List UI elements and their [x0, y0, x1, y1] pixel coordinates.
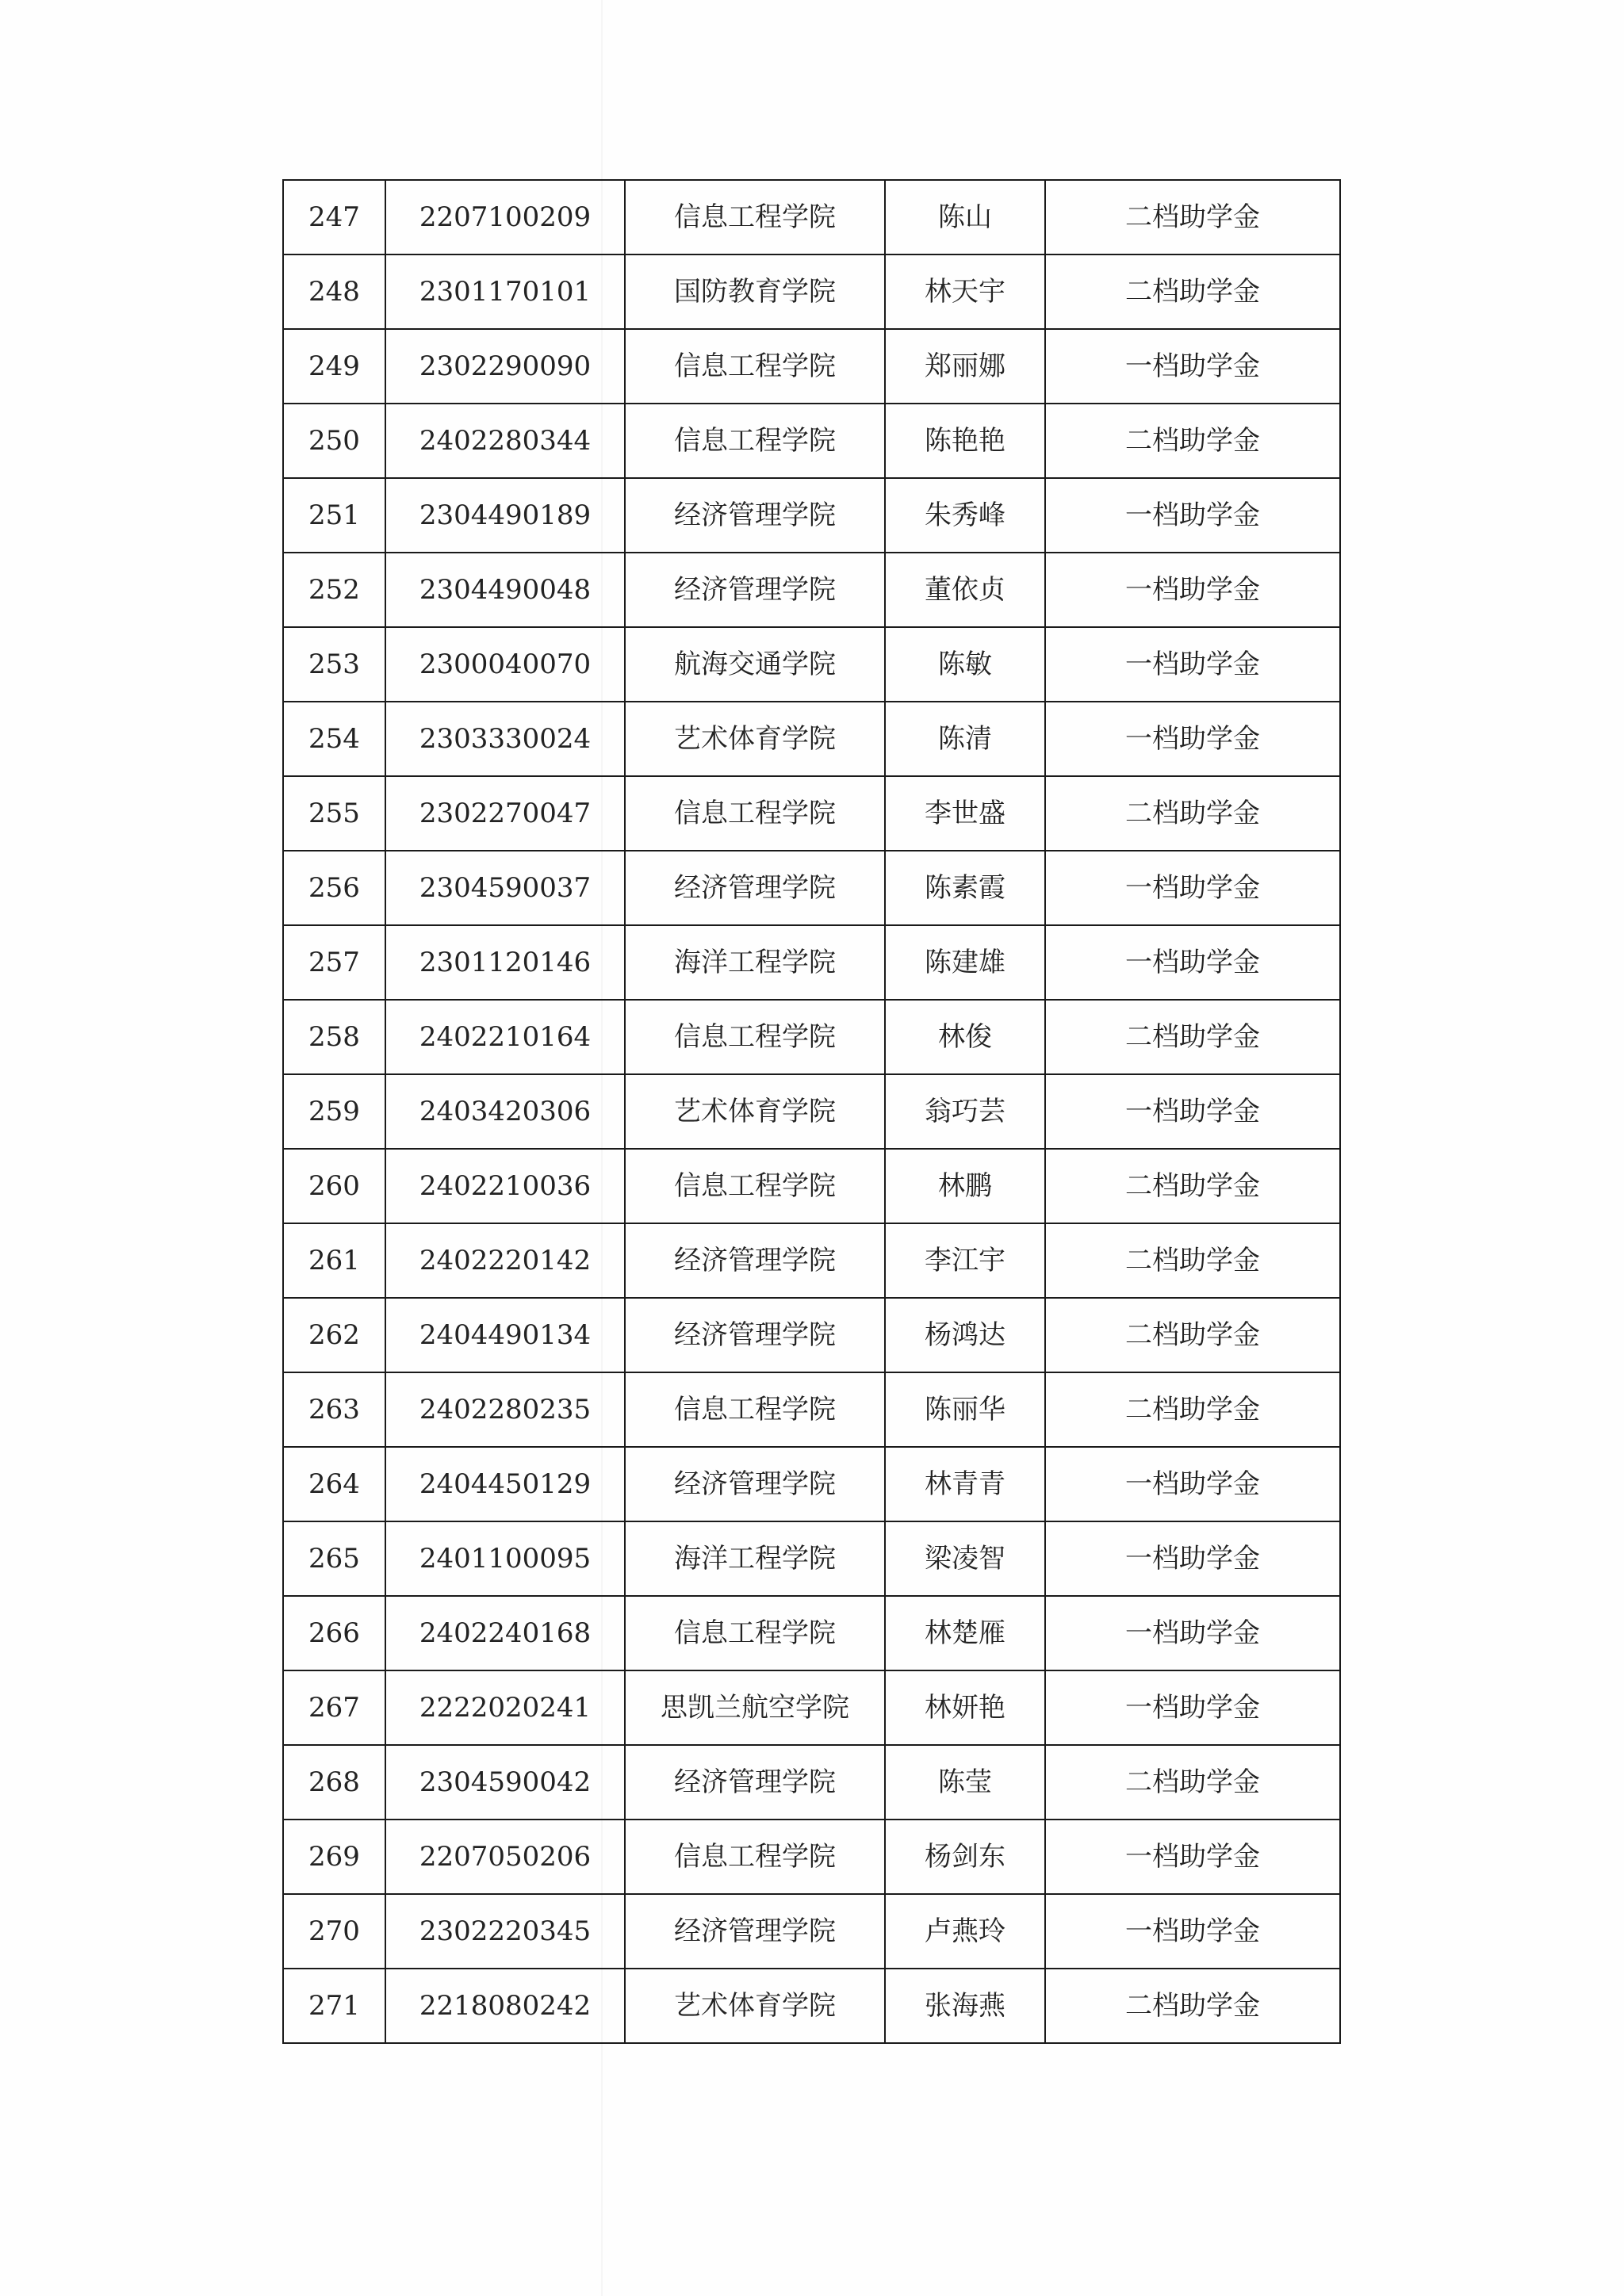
college-cell: 思凯兰航空学院 [625, 1670, 885, 1745]
student-name-cell: 张海燕 [885, 1969, 1045, 2043]
student-name-cell: 陈清 [885, 702, 1045, 776]
student-id-cell: 2301120146 [385, 925, 625, 1000]
student-id-cell: 2404490134 [385, 1298, 625, 1372]
student-name-cell: 林青青 [885, 1447, 1045, 1521]
student-id-cell: 2302220345 [385, 1894, 625, 1969]
college-cell: 经济管理学院 [625, 1447, 885, 1521]
college-cell: 信息工程学院 [625, 329, 885, 404]
student-name-cell: 杨鸿达 [885, 1298, 1045, 1372]
student-id-cell: 2402210164 [385, 1000, 625, 1074]
table-row [283, 1149, 1340, 1223]
student-id-cell: 2401100095 [385, 1521, 625, 1596]
row-index-cell: 257 [283, 925, 385, 1000]
grant-grade-cell: 一档助学金 [1045, 1596, 1340, 1670]
grant-grade-cell: 二档助学金 [1045, 1000, 1340, 1074]
table-row [283, 1745, 1340, 1820]
college-cell: 信息工程学院 [625, 1372, 885, 1447]
college-cell: 经济管理学院 [625, 851, 885, 925]
college-cell: 艺术体育学院 [625, 1969, 885, 2043]
row-index-cell: 248 [283, 254, 385, 329]
grant-grade-cell: 一档助学金 [1045, 627, 1340, 702]
college-cell: 经济管理学院 [625, 478, 885, 553]
row-index-cell: 252 [283, 553, 385, 627]
row-index-cell: 268 [283, 1745, 385, 1820]
student-name-cell: 陈素霞 [885, 851, 1045, 925]
grant-grade-cell: 一档助学金 [1045, 1447, 1340, 1521]
grant-grade-cell: 二档助学金 [1045, 254, 1340, 329]
row-index-cell: 258 [283, 1000, 385, 1074]
student-name-cell: 陈艳艳 [885, 404, 1045, 478]
college-cell: 信息工程学院 [625, 1000, 885, 1074]
table-row [283, 478, 1340, 553]
college-cell: 经济管理学院 [625, 1223, 885, 1298]
student-id-cell: 2402240168 [385, 1596, 625, 1670]
student-name-cell: 林妍艳 [885, 1670, 1045, 1745]
row-index-cell: 262 [283, 1298, 385, 1372]
student-name-cell: 郑丽娜 [885, 329, 1045, 404]
grant-grade-cell: 一档助学金 [1045, 478, 1340, 553]
student-id-cell: 2403420306 [385, 1074, 625, 1149]
table-row [283, 180, 1340, 254]
row-index-cell: 267 [283, 1670, 385, 1745]
row-index-cell: 266 [283, 1596, 385, 1670]
table-row [283, 1894, 1340, 1969]
student-id-cell: 2304590042 [385, 1745, 625, 1820]
student-name-cell: 陈山 [885, 180, 1045, 254]
student-id-cell: 2222020241 [385, 1670, 625, 1745]
college-cell: 海洋工程学院 [625, 1521, 885, 1596]
table-row [283, 851, 1340, 925]
student-id-cell: 2304490048 [385, 553, 625, 627]
row-index-cell: 250 [283, 404, 385, 478]
student-id-cell: 2402280344 [385, 404, 625, 478]
college-cell: 信息工程学院 [625, 1149, 885, 1223]
table-row [283, 1670, 1340, 1745]
grant-grade-cell: 二档助学金 [1045, 180, 1340, 254]
grant-grade-cell: 一档助学金 [1045, 1820, 1340, 1894]
college-cell: 经济管理学院 [625, 1298, 885, 1372]
row-index-cell: 270 [283, 1894, 385, 1969]
grant-grade-cell: 一档助学金 [1045, 1670, 1340, 1745]
table-row [283, 702, 1340, 776]
student-id-cell: 2304490189 [385, 478, 625, 553]
grant-grade-cell: 一档助学金 [1045, 329, 1340, 404]
row-index-cell: 256 [283, 851, 385, 925]
row-index-cell: 253 [283, 627, 385, 702]
student-name-cell: 李世盛 [885, 776, 1045, 851]
college-cell: 海洋工程学院 [625, 925, 885, 1000]
grant-grade-cell: 二档助学金 [1045, 1745, 1340, 1820]
table-row [283, 1820, 1340, 1894]
row-index-cell: 269 [283, 1820, 385, 1894]
student-name-cell: 林楚雁 [885, 1596, 1045, 1670]
college-cell: 国防教育学院 [625, 254, 885, 329]
grant-grade-cell: 一档助学金 [1045, 851, 1340, 925]
table-row [283, 1969, 1340, 2043]
grant-grade-cell: 一档助学金 [1045, 1521, 1340, 1596]
row-index-cell: 260 [283, 1149, 385, 1223]
college-cell: 信息工程学院 [625, 180, 885, 254]
row-index-cell: 247 [283, 180, 385, 254]
student-name-cell: 林鹏 [885, 1149, 1045, 1223]
grant-grade-cell: 一档助学金 [1045, 553, 1340, 627]
student-id-cell: 2207050206 [385, 1820, 625, 1894]
grant-grade-cell: 二档助学金 [1045, 1372, 1340, 1447]
college-cell: 信息工程学院 [625, 404, 885, 478]
row-index-cell: 265 [283, 1521, 385, 1596]
grant-grade-cell: 一档助学金 [1045, 925, 1340, 1000]
college-cell: 信息工程学院 [625, 1596, 885, 1670]
student-name-cell: 陈建雄 [885, 925, 1045, 1000]
college-cell: 经济管理学院 [625, 1745, 885, 1820]
table-row [283, 1074, 1340, 1149]
table-row [283, 1372, 1340, 1447]
grant-grade-cell: 一档助学金 [1045, 1894, 1340, 1969]
student-name-cell: 陈敏 [885, 627, 1045, 702]
student-name-cell: 卢燕玲 [885, 1894, 1045, 1969]
student-id-cell: 2300040070 [385, 627, 625, 702]
row-index-cell: 251 [283, 478, 385, 553]
row-index-cell: 261 [283, 1223, 385, 1298]
student-name-cell: 林天宇 [885, 254, 1045, 329]
grant-grade-cell: 一档助学金 [1045, 702, 1340, 776]
student-name-cell: 李江宇 [885, 1223, 1045, 1298]
table-row [283, 925, 1340, 1000]
table-row [283, 404, 1340, 478]
student-id-cell: 2302290090 [385, 329, 625, 404]
row-index-cell: 271 [283, 1969, 385, 2043]
student-id-cell: 2207100209 [385, 180, 625, 254]
student-name-cell: 梁凌智 [885, 1521, 1045, 1596]
college-cell: 信息工程学院 [625, 1820, 885, 1894]
grant-grade-cell: 一档助学金 [1045, 1074, 1340, 1149]
student-id-cell: 2302270047 [385, 776, 625, 851]
table-row [283, 776, 1340, 851]
grant-grade-cell: 二档助学金 [1045, 1149, 1340, 1223]
row-index-cell: 255 [283, 776, 385, 851]
grant-grade-cell: 二档助学金 [1045, 1223, 1340, 1298]
table-row [283, 627, 1340, 702]
row-index-cell: 259 [283, 1074, 385, 1149]
student-id-cell: 2303330024 [385, 702, 625, 776]
student-id-cell: 2402210036 [385, 1149, 625, 1223]
college-cell: 艺术体育学院 [625, 1074, 885, 1149]
college-cell: 信息工程学院 [625, 776, 885, 851]
grant-grade-cell: 二档助学金 [1045, 1298, 1340, 1372]
table-row [283, 1223, 1340, 1298]
table-body [283, 180, 1340, 2043]
student-name-cell: 朱秀峰 [885, 478, 1045, 553]
college-cell: 艺术体育学院 [625, 702, 885, 776]
table-row [283, 553, 1340, 627]
row-index-cell: 263 [283, 1372, 385, 1447]
student-name-cell: 董依贞 [885, 553, 1045, 627]
college-cell: 航海交通学院 [625, 627, 885, 702]
table-row [283, 254, 1340, 329]
grant-grade-cell: 二档助学金 [1045, 1969, 1340, 2043]
grant-recipient-table [282, 179, 1341, 2044]
table-row [283, 1298, 1340, 1372]
table-row [283, 1000, 1340, 1074]
student-name-cell: 陈丽华 [885, 1372, 1045, 1447]
student-id-cell: 2402280235 [385, 1372, 625, 1447]
table-row [283, 1447, 1340, 1521]
college-cell: 经济管理学院 [625, 553, 885, 627]
student-id-cell: 2301170101 [385, 254, 625, 329]
student-name-cell: 陈莹 [885, 1745, 1045, 1820]
grant-grade-cell: 二档助学金 [1045, 404, 1340, 478]
table-row [283, 1596, 1340, 1670]
table-row [283, 329, 1340, 404]
student-id-cell: 2218080242 [385, 1969, 625, 2043]
college-cell: 经济管理学院 [625, 1894, 885, 1969]
row-index-cell: 254 [283, 702, 385, 776]
table-row [283, 1521, 1340, 1596]
grant-grade-cell: 二档助学金 [1045, 776, 1340, 851]
row-index-cell: 249 [283, 329, 385, 404]
student-id-cell: 2304590037 [385, 851, 625, 925]
student-id-cell: 2404450129 [385, 1447, 625, 1521]
student-name-cell: 翁巧芸 [885, 1074, 1045, 1149]
student-name-cell: 杨剑东 [885, 1820, 1045, 1894]
student-name-cell: 林俊 [885, 1000, 1045, 1074]
student-id-cell: 2402220142 [385, 1223, 625, 1298]
row-index-cell: 264 [283, 1447, 385, 1521]
